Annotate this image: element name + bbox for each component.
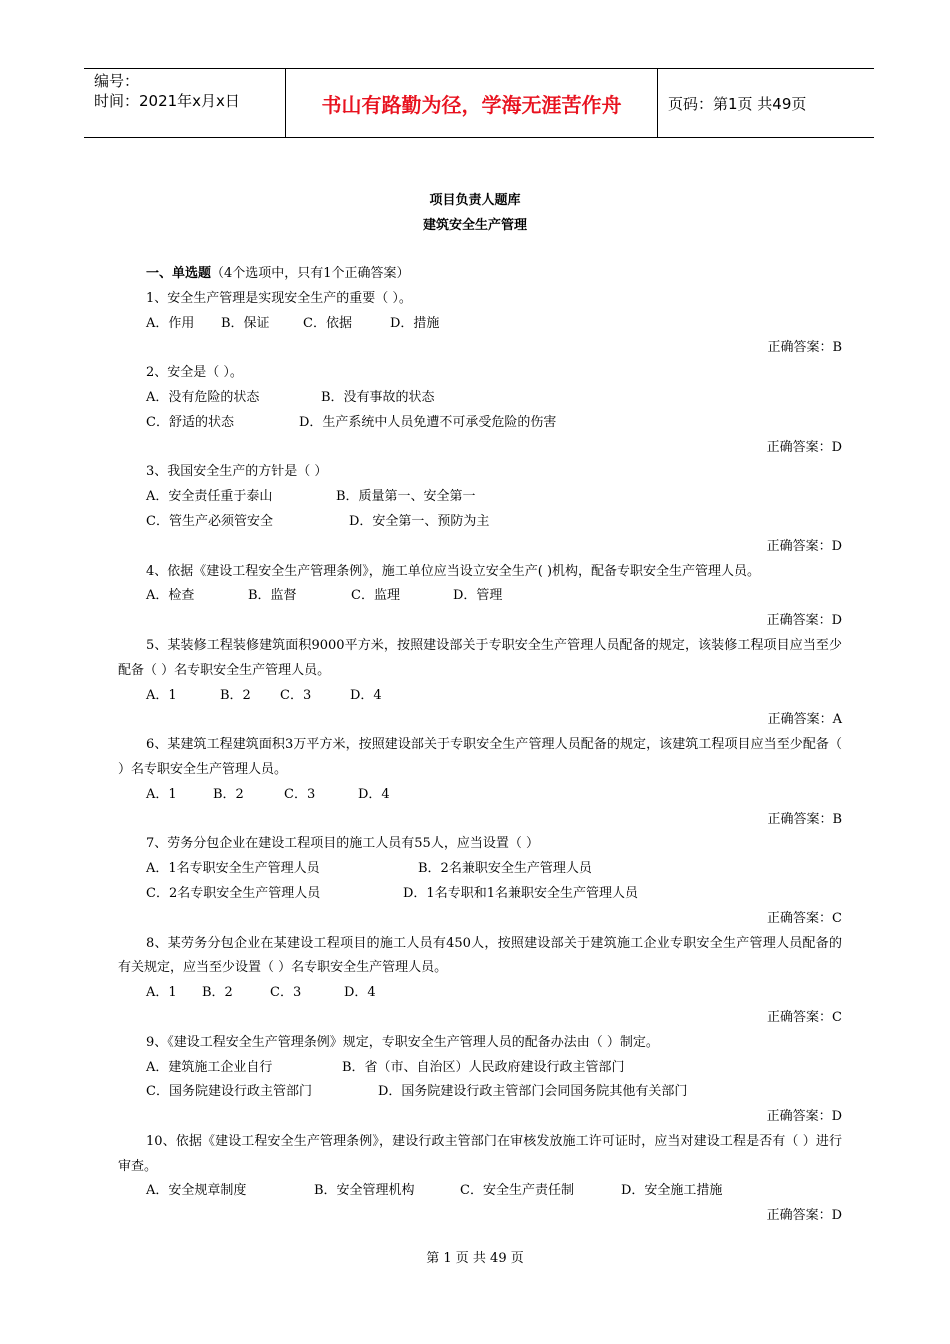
- option-d: D．安全施工措施: [621, 1183, 723, 1199]
- option-a: A．建筑施工企业自行: [146, 1059, 273, 1075]
- option-b: B．安全管理机构: [314, 1183, 415, 1199]
- question-2-text: 2、安全是（ ）。: [146, 365, 243, 381]
- document-time-label: 时间：2021年x月x日: [94, 92, 240, 110]
- question-4-text: 4、依据《建设工程安全生产管理条例》，施工单位应当设立安全生产( )机构，配备专职安全生产管理人员。: [146, 563, 761, 579]
- option-d: D．管理: [453, 588, 503, 604]
- question-6-answer: 正确答案：B: [767, 811, 842, 827]
- option-d: D．措施: [390, 315, 440, 331]
- option-c: C．2名专职安全生产管理人员: [146, 885, 321, 901]
- option-d: D．国务院建设行政主管部门会同国务院其他有关部门: [378, 1084, 688, 1100]
- option-a: A．1: [146, 687, 177, 703]
- section-title: 一、单选题: [146, 266, 212, 281]
- question-5-options: [118, 684, 842, 709]
- question-6-text: 6、某建筑工程建筑面积3万平方米，按照建设部关于专职安全生产管理人员配备的规定，该建筑工程项目应当至少配备（ ）名专职安全生产管理人员。: [118, 737, 842, 777]
- option-b: B．2名兼职安全生产管理人员: [418, 861, 592, 877]
- question-7-text: 7、劳务分包企业在建设工程项目的施工人员有55人，应当设置（ ）: [146, 836, 539, 852]
- question-7-answer: 正确答案：C: [767, 910, 842, 926]
- question-3-options-row1: [118, 485, 842, 510]
- question-9-answer: 正确答案：D: [766, 1109, 842, 1125]
- option-b: B．监督: [248, 588, 297, 604]
- option-c: C．监理: [351, 588, 400, 604]
- option-c: C．舒适的状态: [146, 414, 234, 430]
- option-c: C．管生产必须管安全: [146, 513, 273, 529]
- question-1-options: [118, 312, 842, 337]
- section-heading: [118, 262, 842, 287]
- question-5-answer: 正确答案：A: [767, 712, 842, 728]
- question-3-text: 3、我国安全生产的方针是（ ）: [146, 464, 328, 480]
- header-page-label: 页码：第1页 共49页: [668, 94, 807, 113]
- question-8-answer: 正确答案：C: [767, 1009, 842, 1025]
- question-6-options: [118, 783, 842, 808]
- header-motto: 书山有路勤为径，学海无涯苦作舟: [286, 69, 658, 137]
- option-d: D．4: [344, 985, 376, 1001]
- document-number-label: 编号：: [94, 72, 140, 90]
- page-footer: 第 1 页 共 49 页: [426, 1251, 524, 1266]
- question-2-options-row1: [118, 386, 842, 411]
- question-8-text: 8、某劳务分包企业在某建设工程项目的施工人员有450人，按照建设部关于建筑施工企业专职安全生产管理人员配备的有关规定，应当至少设置（ ）名专职安全生产管理人员。: [118, 935, 842, 976]
- option-a: A．1: [146, 786, 177, 802]
- option-a: A．作用: [146, 315, 195, 331]
- option-b: B．没有事故的状态: [321, 389, 435, 405]
- document-title: 项目负责人题库: [429, 193, 521, 208]
- option-c: C．3: [270, 985, 302, 1001]
- question-9-options-row2: [118, 1080, 842, 1105]
- question-9-options-row1: [118, 1056, 842, 1081]
- question-3-options-row2: [118, 510, 842, 535]
- option-d: D．安全第一、预防为主: [349, 513, 490, 529]
- question-2-answer: 正确答案：D: [766, 439, 842, 455]
- question-7-options-row1: [118, 857, 842, 882]
- option-c: C．3: [280, 687, 312, 703]
- option-a: A．1: [146, 985, 177, 1001]
- option-c: C．国务院建设行政主管部门: [146, 1084, 312, 1100]
- header-meta-cell: [84, 69, 286, 137]
- question-5-text: 5、某装修工程装修建筑面积9000平方米，按照建设部关于专职安全生产管理人员配备的规定，该装修工程项目应当至少配备（ ）名专职安全生产管理人员。: [118, 637, 842, 678]
- option-d: D．1名专职和1名兼职安全生产管理人员: [403, 885, 638, 901]
- option-c: C．安全生产责任制: [460, 1183, 574, 1199]
- option-a: A．1名专职安全生产管理人员: [146, 861, 320, 877]
- option-a: A．安全规章制度: [146, 1183, 247, 1199]
- question-9-text: 9、《建设工程安全生产管理条例》规定，专职安全生产管理人员的配备办法由（ ）制定。: [146, 1034, 659, 1050]
- option-d: D．生产系统中人员免遭不可承受危险的伤害: [299, 414, 557, 430]
- document-subtitle: 建筑安全生产管理: [422, 218, 527, 233]
- question-2-options-row2: [118, 411, 842, 436]
- option-d: D．4: [358, 786, 390, 802]
- question-list: [118, 262, 842, 1229]
- question-3-answer: 正确答案：D: [766, 538, 842, 554]
- question-4-answer: 正确答案：D: [766, 613, 842, 629]
- option-b: B．2: [213, 786, 244, 802]
- question-7-options-row2: [118, 882, 842, 907]
- option-b: B．保证: [221, 315, 270, 331]
- option-b: B．质量第一、安全第一: [336, 489, 476, 505]
- option-c: C．3: [284, 786, 316, 802]
- option-c: C．依据: [303, 315, 352, 331]
- option-a: A．检查: [146, 588, 195, 604]
- option-b: B．2: [220, 687, 251, 703]
- question-10-text: 10、依据《建设工程安全生产管理条例》，建设行政主管部门在审核发放施工许可证时，应当对建设工程是否有（ ）进行审查。: [118, 1133, 842, 1174]
- option-d: D．4: [350, 687, 382, 703]
- option-b: B．省（市、自治区）人民政府建设行政主管部门: [342, 1059, 625, 1075]
- option-a: A．安全责任重于泰山: [146, 489, 273, 505]
- question-8-options: [118, 981, 842, 1006]
- section-note: （4个选项中，只有1个正确答案）: [211, 266, 410, 281]
- document-header: [84, 68, 874, 138]
- option-b: B．2: [202, 985, 233, 1001]
- question-10-answer: 正确答案：D: [766, 1208, 842, 1224]
- option-a: A．没有危险的状态: [146, 389, 260, 405]
- question-4-options: [118, 584, 842, 609]
- question-10-options: [118, 1179, 842, 1204]
- question-1-answer: 正确答案：B: [767, 340, 842, 356]
- question-1-text: 1、安全生产管理是实现安全生产的重要（ ）。: [146, 290, 412, 306]
